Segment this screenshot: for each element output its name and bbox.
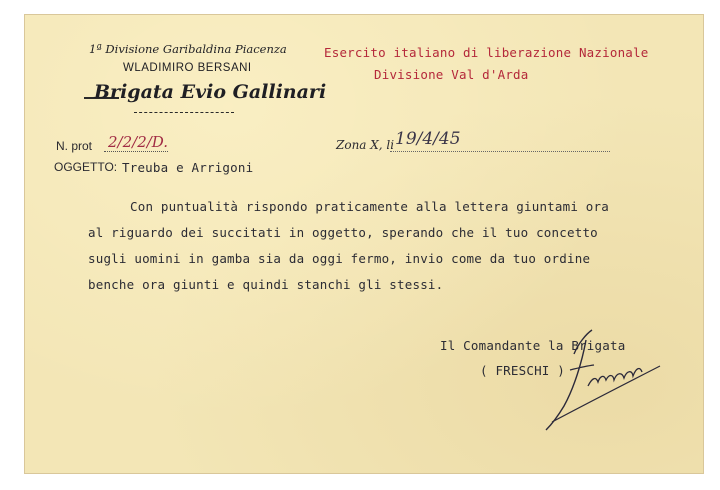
subject-label: OGGETTO: — [54, 160, 118, 174]
letterhead-brigade: Brigata Evio Gallinari — [94, 81, 327, 103]
date-dotted-line — [390, 151, 610, 152]
protocol-number: 2/2/2/D. — [108, 133, 169, 151]
protocol-dotted-line — [104, 151, 168, 152]
body-line-1: Con puntualità rispondo praticamente alla lettera giuntami ora — [130, 199, 609, 214]
subject-value: Treuba e Arrigoni — [122, 160, 254, 175]
body-line-3: sugli uomini in gamba sia da oggi fermo, invio come da tuo ordine — [88, 251, 591, 266]
letter-date: 19/4/45 — [395, 129, 461, 149]
stamp-header-line1: Esercito italiano di liberazione Nazionale — [324, 45, 649, 60]
handwritten-signature — [512, 326, 662, 436]
letterhead-commander-name: WLADIMIRO BERSANI — [123, 62, 252, 74]
body-line-4: benche ora giunti e quindi stanchi gli stessi. — [88, 277, 444, 292]
body-line-2: al riguardo dei succitati in oggetto, sperando che il tuo concetto — [88, 225, 598, 240]
closing-name: ( FRESCHI ) — [480, 363, 565, 378]
letter-sheet — [24, 14, 704, 474]
protocol-label: N. prot — [56, 139, 93, 153]
letterhead-division: 1ª Divisione Garibaldina Piacenza — [89, 42, 287, 56]
letterhead-rule-bottom — [134, 112, 234, 113]
stamp-header-line2: Divisione Val d'Arda — [374, 67, 529, 82]
place-label: Zona X, li — [336, 138, 395, 152]
closing-title: Il Comandante la Brigata — [440, 338, 626, 353]
